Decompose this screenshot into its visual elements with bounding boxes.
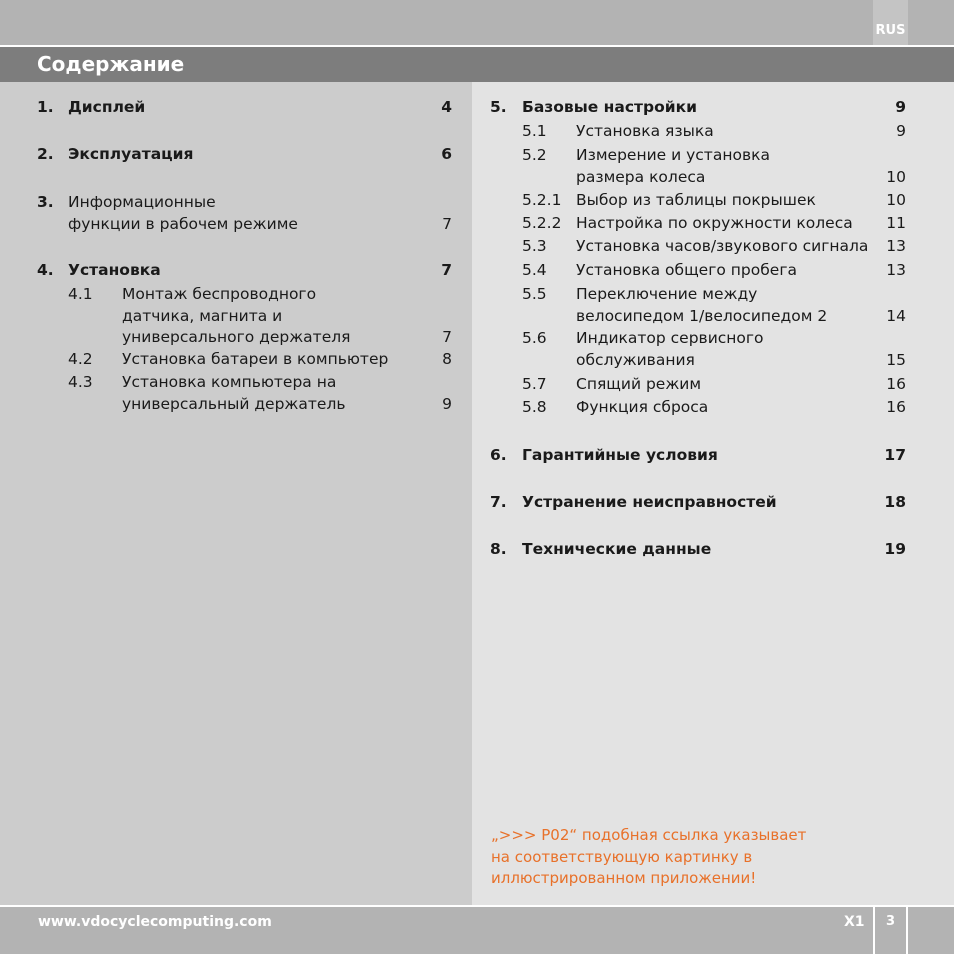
toc-number: 5.6 bbox=[522, 329, 547, 347]
toc-title: Спящий режим bbox=[576, 375, 702, 393]
toc-title: Установка компьютера на bbox=[122, 373, 337, 391]
toc-title: Индикатор сервисного bbox=[576, 329, 764, 347]
toc-title: функции в рабочем режиме bbox=[68, 214, 298, 233]
toc-page: 9 bbox=[896, 122, 906, 140]
toc-number: 5.2.1 bbox=[522, 191, 562, 209]
toc-title: Измерение и установка bbox=[576, 146, 770, 164]
toc-number: 7. bbox=[490, 493, 507, 511]
toc-title: Установка батареи в компьютер bbox=[122, 350, 389, 368]
model-label: X1 bbox=[844, 914, 865, 930]
toc-title: обслуживания bbox=[576, 350, 695, 369]
reference-note bbox=[491, 825, 806, 890]
toc-title: размера колеса bbox=[576, 167, 706, 186]
toc-number: 5. bbox=[490, 98, 507, 116]
toc-page: 4 bbox=[441, 98, 452, 116]
toc-number: 4.3 bbox=[68, 373, 93, 391]
page-number: 3 bbox=[873, 907, 908, 954]
toc-number: 3. bbox=[37, 193, 54, 211]
footer bbox=[0, 905, 954, 954]
toc-page: 19 bbox=[884, 540, 906, 558]
toc-number: 4.2 bbox=[68, 350, 93, 368]
title-bar bbox=[0, 47, 954, 82]
toc-number: 4.1 bbox=[68, 285, 93, 303]
toc-number: 5.8 bbox=[522, 398, 547, 416]
language-tab: RUS bbox=[873, 0, 908, 45]
toc-page: 15 bbox=[886, 350, 906, 369]
toc-page: 17 bbox=[884, 446, 906, 464]
toc-title: Гарантийные условия bbox=[522, 446, 718, 464]
toc-number: 6. bbox=[490, 446, 507, 464]
toc-number: 5.2 bbox=[522, 146, 547, 164]
toc-title: Установка bbox=[68, 261, 161, 279]
toc-page: 18 bbox=[884, 493, 906, 511]
toc-title: Информационные bbox=[68, 193, 216, 211]
toc-title: датчика, магнита и bbox=[122, 306, 283, 325]
toc-title: Устранение неисправностей bbox=[522, 493, 777, 511]
toc-title: Базовые настройки bbox=[522, 98, 697, 116]
toc-title: универсальный держатель bbox=[122, 394, 346, 413]
toc-title: Дисплей bbox=[68, 98, 146, 116]
note-line: „>>> P02“ подобная ссылка указывает bbox=[491, 826, 807, 844]
toc-title: Функция сброса bbox=[576, 398, 709, 416]
toc-title: Установка языка bbox=[576, 122, 714, 140]
toc-page: 14 bbox=[886, 306, 906, 325]
toc-page: 9 bbox=[895, 98, 906, 116]
toc-page: 10 bbox=[886, 167, 906, 186]
toc-page: 10 bbox=[886, 191, 906, 209]
note-line: иллюстрированном приложении! bbox=[491, 869, 757, 887]
toc-number: 5.1 bbox=[522, 122, 547, 140]
toc-title: Переключение между bbox=[576, 285, 758, 303]
toc-page: 11 bbox=[886, 214, 906, 232]
toc-number: 5.7 bbox=[522, 375, 547, 393]
toc-title: велосипедом 1/велосипедом 2 bbox=[576, 306, 828, 325]
top-bar bbox=[0, 0, 954, 45]
toc-title: Настройка по окружности колеса bbox=[576, 214, 853, 232]
page-title: Содержание bbox=[37, 52, 185, 76]
toc-title: Выбор из таблицы покрышек bbox=[576, 191, 816, 209]
toc-number: 8. bbox=[490, 540, 507, 558]
toc-title: Технические данные bbox=[522, 540, 712, 558]
toc-number: 5.2.2 bbox=[522, 214, 562, 232]
toc-number: 4. bbox=[37, 261, 54, 279]
toc-title: Эксплуатация bbox=[68, 145, 194, 163]
toc-page: 7 bbox=[442, 214, 452, 233]
toc-page: 13 bbox=[886, 237, 906, 255]
toc-page: 13 bbox=[886, 261, 906, 279]
toc-title: Установка часов/звукового сигнала bbox=[576, 237, 869, 255]
toc-page: 9 bbox=[442, 394, 452, 413]
toc-number: 5.3 bbox=[522, 237, 547, 255]
toc-page: 16 bbox=[886, 375, 906, 393]
toc-page: 16 bbox=[886, 398, 906, 416]
toc-number: 5.4 bbox=[522, 261, 547, 279]
toc-number: 1. bbox=[37, 98, 54, 116]
toc-page: 8 bbox=[442, 350, 452, 368]
toc-page: 7 bbox=[442, 328, 452, 346]
note-line: на соответствующую картинку в bbox=[491, 847, 753, 866]
toc-number: 2. bbox=[37, 145, 54, 163]
toc-page: 6 bbox=[441, 145, 452, 163]
toc-title: универсального держателя bbox=[122, 328, 351, 346]
toc-number: 5.5 bbox=[522, 285, 547, 303]
toc-page: 7 bbox=[441, 261, 452, 279]
website-link[interactable]: www.vdocyclecomputing.com bbox=[38, 914, 272, 930]
toc-title: Установка общего пробега bbox=[576, 261, 797, 279]
toc-title: Монтаж беспроводного bbox=[122, 285, 317, 303]
